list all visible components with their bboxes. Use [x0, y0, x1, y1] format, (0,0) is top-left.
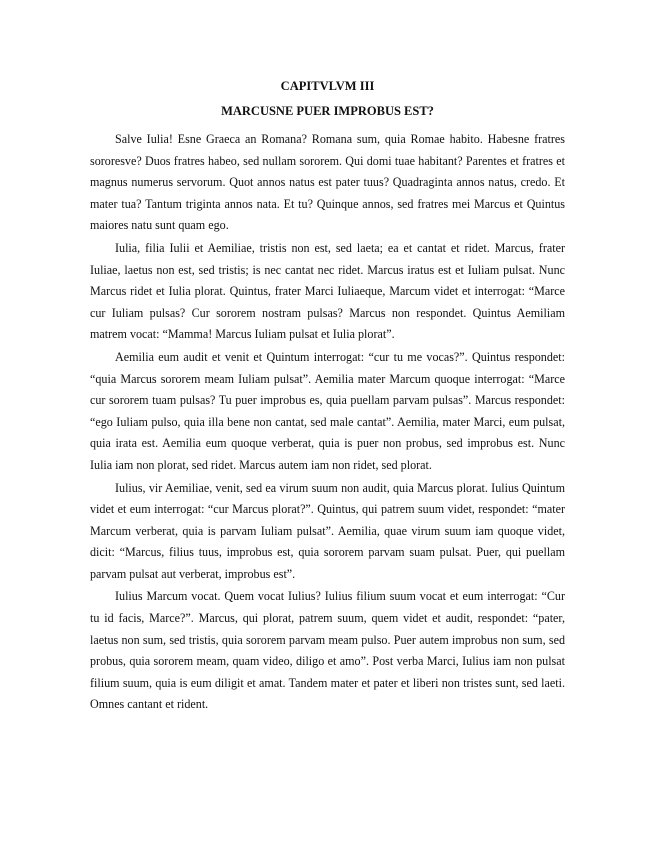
paragraph: Iulia, filia Iulii et Aemiliae, tristis non est, sed laeta; ea et cantat et ridet. Marcus, frater Iuliae, laetus non est, sed tristis; is nec cantat nec ridet. Marcus iratus est et Iuliam pulsat. Nunc Marcus ridet et Iulia plorat. Quintus, frater Marci Iuliaeque, Marcum videt et interrogat: “Marce cur Iuliam pulsas? Cur sororem nostram pulsas? Marcus non respondet. Quintus Aemiliam matrem vocat: “Mamma! Marcus Iuliam pulsat et Iulia plorat”. — [90, 240, 565, 342]
paragraph: Aemilia eum audit et venit et Quintum interrogat: “cur tu me vocas?”. Quintus respondet: “quia Marcus sororem meam Iuliam pulsat”. Aemilia mater Marcum quoque interrogat: “Marce cur sororem tuam pulsas? Tu puer improbus es, quia puellam parvam pulsas”. Marcus respondet: “ego Iuliam pulso, quia illa bene non cantat, sed male cantat”. Aemilia, mater Marci, eum pulsat, quia irata est. Aemilia eum quoque verberat, quia is puer non probus, sed improbus est. Nunc Iulia iam non plorat, sed ridet. Marcus autem iam non ridet, sed plorat. — [90, 349, 565, 472]
body-text — [90, 129, 565, 717]
paragraph: Iulius Marcum vocat. Quem vocat Iulius? Iulius filium suum vocat et eum interrogat: “Cur tu id facis, Marce?”. Marcus, qui plorat, patrem suum, quem videt et audit, respondet: “pater, laetus non sum, sed tristis, quia sororem parvam meam pulso. Puer autem improbus non sum, sed probus, quia sororem meam, quam video, diligo et amo”. Post verba Marci, Iulius iam non pulsat filium suum, quia is eum diligit et amat. Tandem mater et pater et liberi non tristes sunt, sed laeti. Omnes cantant et rident. — [90, 589, 565, 712]
chapter-title: CAPITVLVM III — [280, 79, 375, 93]
section-title: MARCUSNE PUER IMPROBUS EST? — [221, 104, 434, 118]
paragraph: Iulius, vir Aemiliae, venit, sed ea virum suum non audit, quia Marcus plorat. Iulius Quintum videt et eum interrogat: “cur Marcus plorat?”. Quintus, qui patrem suum videt, respondet: “mater Marcum verberat, quia is parvam Iuliam pulsat”. Aemilia, quae virum suum iam quoque videt, dicit: “Marcus, filius tuus, improbus est, quia sororem parvam suam pulsat. Puer, qui puellam parvam pulsat aut verberat, improbus est”. — [90, 480, 565, 581]
paragraph: Salve Iulia! Esne Graeca an Romana? Romana sum, quia Romae habito. Habesne fratres sororesve? Duos fratres habeo, sed nullam sororem. Qui domi tuae habitant? Parentes et fratres et magnus numerus servorum. Quot annos natus est pater tuus? Quadraginta annos natus, credo. Et mater tua? Tantum triginta annos nata. Et tu? Quinque annos, sed fratres mei Marcus et Quintus maiores natu sunt quam ego. — [90, 132, 565, 233]
